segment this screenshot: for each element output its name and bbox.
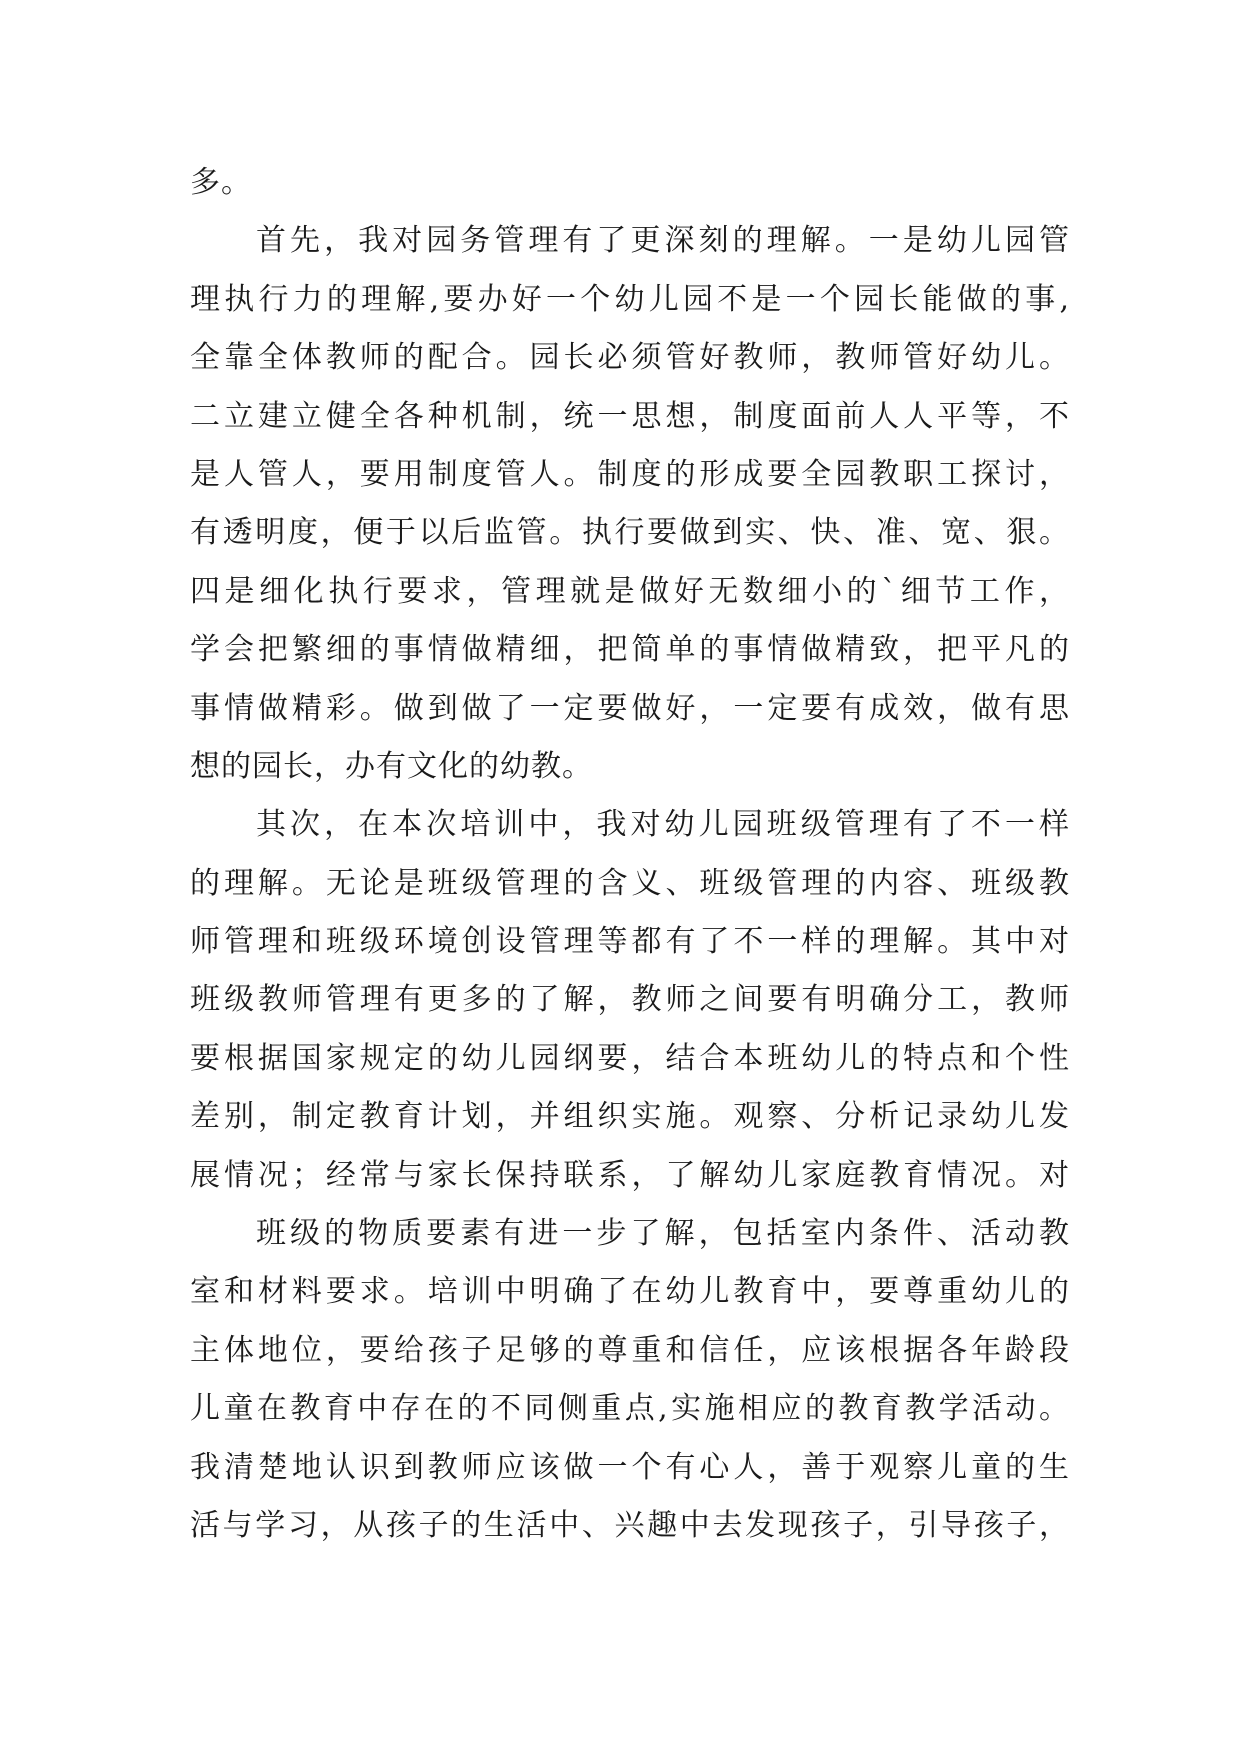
text-line: 要根据国家规定的幼儿园纲要，结合本班幼儿的特点和个性 (190, 1040, 1070, 1076)
text-line: 多。 (190, 165, 252, 200)
text-line: 室和材料要求。培训中明确了在幼儿教育中，要尊重幼儿的 (190, 1274, 1070, 1310)
text-line: 事情做精彩。做到做了一定要做好，一定要有成效，做有思 (190, 690, 1070, 726)
text-line: 师管理和班级环境创设管理等都有了不一样的理解。其中对 (190, 924, 1070, 960)
text-line: 其次，在本次培训中，我对幼儿园班级管理有了不一样 (256, 807, 1070, 843)
text-line: 展情况；经常与家长保持联系，了解幼儿家庭教育情况。对 (190, 1157, 1070, 1193)
text-line: 活与学习，从孩子的生活中、兴趣中去发现孩子，引导孩子， (190, 1507, 1070, 1543)
text-line: 班级的物质要素有进一步了解，包括室内条件、活动教 (256, 1216, 1070, 1252)
text-line: 理执行力的理解,要办好一个幼儿园不是一个园长能做的事, (190, 281, 1070, 317)
text-line: 二立建立健全各种机制，统一思想，制度面前人人平等，不 (190, 398, 1070, 434)
text-line: 全靠全体教师的配合。园长必须管好教师，教师管好幼儿。 (190, 340, 1070, 376)
text-line: 四是细化执行要求，管理就是做好无数细小的`细节工作， (190, 573, 1070, 609)
body-text (190, 154, 1070, 1555)
text-line: 想的园长，办有文化的幼教。 (190, 748, 593, 784)
text-line: 班级教师管理有更多的了解，教师之间要有明确分工，教师 (190, 982, 1070, 1018)
text-line: 学会把繁细的事情做精细，把简单的事情做精致，把平凡的 (190, 632, 1070, 668)
text-line: 的理解。无论是班级管理的含义、班级管理的内容、班级教 (190, 865, 1070, 901)
text-line: 主体地位，要给孩子足够的尊重和信任，应该根据各年龄段 (190, 1332, 1070, 1368)
text-line: 差别，制定教育计划，并组织实施。观察、分析记录幼儿发 (190, 1099, 1070, 1135)
text-line: 是人管人，要用制度管人。制度的形成要全园教职工探讨， (190, 456, 1070, 492)
text-line: 儿童在教育中存在的不同侧重点,实施相应的教育教学活动。 (190, 1391, 1070, 1427)
text-line: 有透明度，便于以后监管。执行要做到实、快、准、宽、狠。 (190, 515, 1070, 551)
text-line: 我清楚地认识到教师应该做一个有心人，善于观察儿童的生 (190, 1449, 1070, 1485)
text-line: 首先，我对园务管理有了更深刻的理解。一是幼儿园管 (256, 223, 1070, 259)
